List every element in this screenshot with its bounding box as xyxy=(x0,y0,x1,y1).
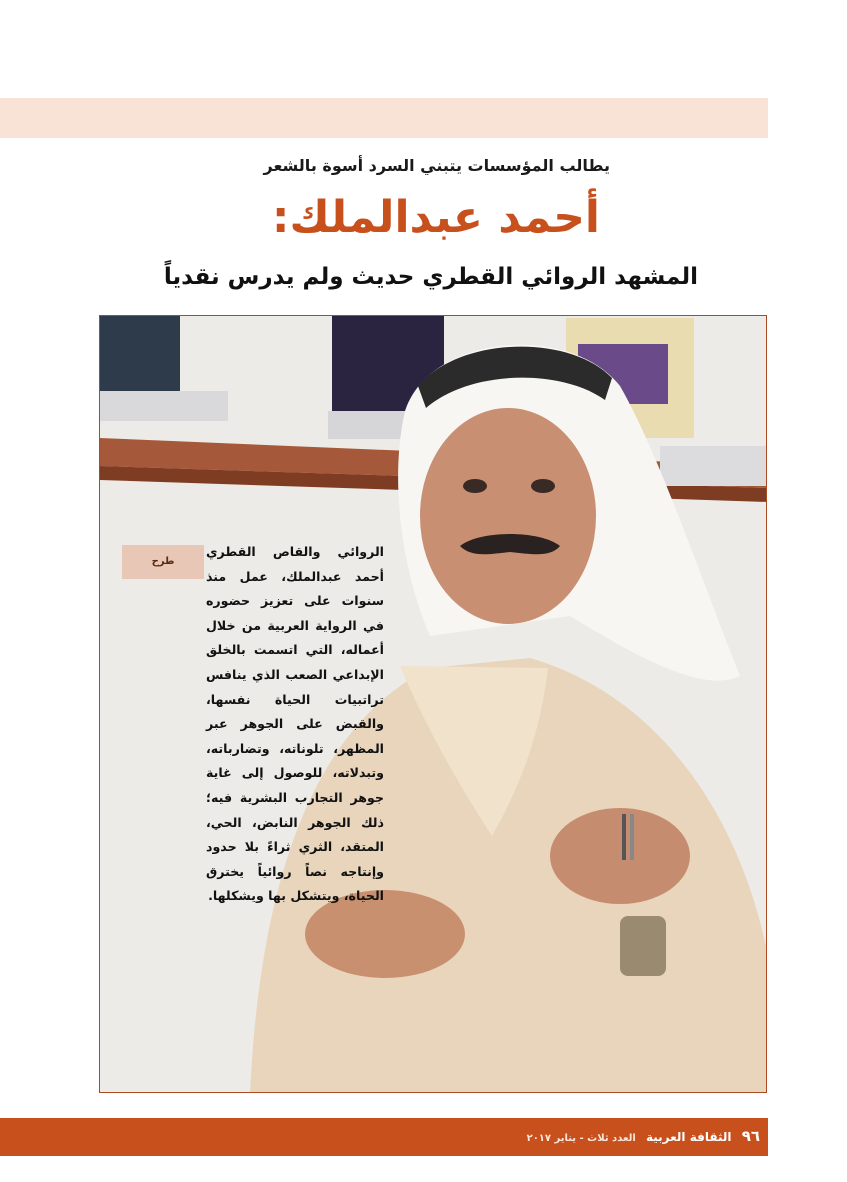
article-headline: أحمد عبدالملك: xyxy=(271,192,600,243)
section-tag: طرح xyxy=(122,545,204,579)
article-subhead: المشهد الروائي القطري حديث ولم يدرس نقدياً xyxy=(163,264,698,290)
page-footer xyxy=(520,1127,760,1145)
portrait-photo xyxy=(99,315,767,1093)
issue-info: العدد ثلاث - يناير ٢٠١٧ xyxy=(526,1133,636,1144)
article-intro: الروائي والقاص القطري أحمد عبدالملك، عمل منذ سنوات على تعزيز حضوره في الرواية العربية من خلال أعماله، التي اتسمت بالخلق الإبداعي الصعب الذي ينافس تراتبيات الحياة نفسها، والقبض على الجوهر عبر المظهر، تلوناته، وتضارباته، وتبدلاته، للوصول إلى غاية جوهر التجارب البشرية فيه؛ ذلك الجوهر النابض، الحي، المتقد، الثري ثراءً بلا حدود وإنتاجه نصاً روائياً يخترق الحياة، ويتشكل بها ويشكلها. xyxy=(206,544,384,904)
article-kicker: يطالب المؤسسات يتبني السرد أسوة بالشعر xyxy=(263,156,610,175)
magazine-name: الثقافة العربية xyxy=(645,1130,732,1144)
page-number: ٩٦ xyxy=(741,1127,760,1145)
top-decor-band xyxy=(0,98,768,138)
portrait-illustration xyxy=(100,316,767,1093)
